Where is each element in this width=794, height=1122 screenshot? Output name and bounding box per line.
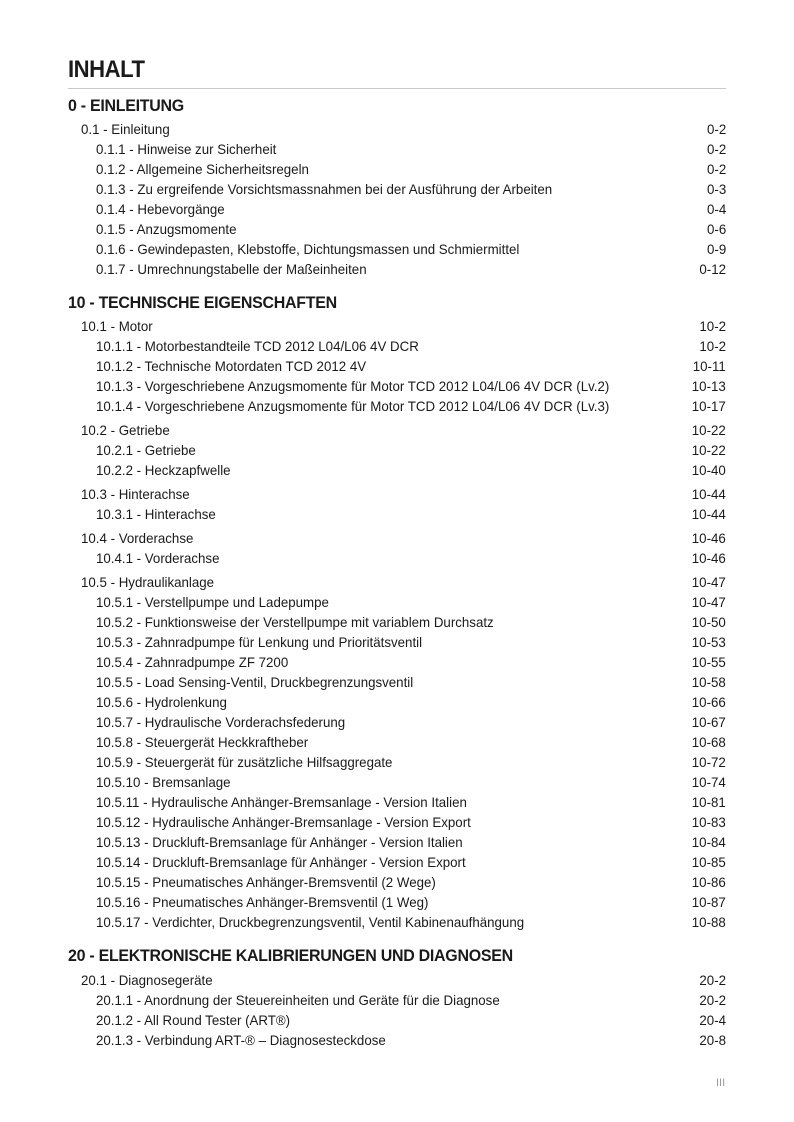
toc-entry-label: 10.2 - Getriebe: [81, 422, 170, 438]
toc-entry-label: 0.1.4 - Hebevorgänge: [96, 201, 225, 217]
toc-chapter-entry[interactable]: [0, 317, 726, 335]
toc-entry-page: 0-4: [706, 201, 726, 217]
toc-entry-page: 10-88: [691, 914, 726, 930]
toc-subsection-entry[interactable]: [0, 1011, 726, 1029]
toc-entry-page: 10-2: [699, 318, 726, 334]
toc-entry-label: 10.5.6 - Hydrolenkung: [96, 694, 227, 710]
toc-subsection-entry[interactable]: [0, 853, 726, 871]
toc-subsection-entry[interactable]: [0, 441, 726, 459]
title-divider: [68, 88, 726, 89]
toc-subsection-entry[interactable]: [0, 140, 726, 158]
toc-entry-page: 10-85: [691, 854, 726, 870]
toc-subsection-entry[interactable]: [0, 240, 726, 258]
toc-entry-page: 0-9: [706, 241, 726, 257]
toc-subsection-entry[interactable]: [0, 673, 726, 691]
toc-entry-label: 10.1.1 - Motorbestandteile TCD 2012 L04/L06 4V DCR: [96, 338, 419, 354]
toc-entry-page: 20-2: [699, 972, 726, 988]
toc-entry-label: 10.1.2 - Technische Motordaten TCD 2012 4V: [96, 358, 367, 374]
toc-subsection-entry[interactable]: [0, 377, 726, 395]
toc-entry-page: 10-17: [691, 398, 726, 414]
toc-entry-label: 0.1 - Einleitung: [81, 121, 170, 137]
toc-entry-page: 10-67: [691, 714, 726, 730]
toc-entry-page: 10-13: [691, 378, 726, 394]
toc-subsection-entry[interactable]: [0, 1031, 726, 1049]
toc-entry-page: 10-72: [691, 754, 726, 770]
toc-entry-label: 20.1.3 - Verbindung ART-® – Diagnosesteckdose: [96, 1032, 386, 1048]
toc-entry-page: 10-53: [691, 634, 726, 650]
toc-subsection-entry[interactable]: [0, 733, 726, 751]
toc-entry-page: 10-55: [691, 654, 726, 670]
toc-entry-page: 10-2: [699, 338, 726, 354]
toc-entry-page: 10-50: [691, 614, 726, 630]
toc-chapter-entry[interactable]: [0, 529, 726, 547]
toc-entry-label: 10.4 - Vorderachse: [81, 530, 194, 546]
toc-subsection-entry[interactable]: [0, 220, 726, 238]
toc-entry-label: 10.5.15 - Pneumatisches Anhänger-Bremsventil (2 Wege): [96, 874, 436, 890]
toc-subsection-entry[interactable]: [0, 833, 726, 851]
toc-subsection-entry[interactable]: [0, 991, 726, 1009]
toc-entry-page: 0-2: [706, 141, 726, 157]
section-heading: 20 - ELEKTRONISCHE KALIBRIERUNGEN UND DIAGNOSEN: [68, 946, 513, 965]
toc-entry-page: 10-83: [691, 814, 726, 830]
toc-entry-page: 10-87: [691, 894, 726, 910]
toc-entry-label: 20.1 - Diagnosegeräte: [81, 972, 213, 988]
toc-subsection-entry[interactable]: [0, 337, 726, 355]
toc-subsection-entry[interactable]: [0, 180, 726, 198]
toc-entry-label: 10.1.3 - Vorgeschriebene Anzugsmomente für Motor TCD 2012 L04/L06 4V DCR (Lv.2): [96, 378, 610, 394]
toc-entry-page: 10-46: [691, 530, 726, 546]
toc-entry-label: 10.2.1 - Getriebe: [96, 442, 196, 458]
toc-entry-label: 10.5.8 - Steuergerät Heckkraftheber: [96, 734, 309, 750]
toc-entry-page: 0-2: [706, 161, 726, 177]
toc-entry-label: 0.1.3 - Zu ergreifende Vorsichtsmassnahmen bei der Ausführung der Arbeiten: [96, 181, 553, 197]
toc-entry-page: 10-44: [691, 486, 726, 502]
toc-entry-page: 10-86: [691, 874, 726, 890]
section-heading: 10 - TECHNISCHE EIGENSCHAFTEN: [68, 293, 337, 312]
toc-subsection-entry[interactable]: [0, 505, 726, 523]
toc-entry-page: 10-74: [691, 774, 726, 790]
page-number: III: [716, 1077, 726, 1089]
toc-entry-label: 10.5.2 - Funktionsweise der Verstellpumpe mit variablem Durchsatz: [96, 614, 494, 630]
toc-entry-label: 0.1.2 - Allgemeine Sicherheitsregeln: [96, 161, 309, 177]
toc-entry-page: 10-40: [691, 462, 726, 478]
toc-entry-label: 10.5.1 - Verstellpumpe und Ladepumpe: [96, 594, 329, 610]
toc-entry-page: 10-11: [692, 358, 726, 374]
toc-entry-page: 10-44: [691, 506, 726, 522]
toc-subsection-entry[interactable]: [0, 461, 726, 479]
toc-entry-label: 10.5.11 - Hydraulische Anhänger-Bremsanlage - Version Italien: [96, 794, 467, 810]
toc-entry-page: 20-4: [699, 1012, 726, 1028]
toc-subsection-entry[interactable]: [0, 873, 726, 891]
toc-subsection-entry[interactable]: [0, 693, 726, 711]
toc-subsection-entry[interactable]: [0, 813, 726, 831]
toc-subsection-entry[interactable]: [0, 397, 726, 415]
toc-entry-page: 10-58: [691, 674, 726, 690]
section-heading: 0 - EINLEITUNG: [68, 96, 184, 115]
toc-entry-label: 10.5.13 - Druckluft-Bremsanlage für Anhänger - Version Italien: [96, 834, 463, 850]
toc-chapter-entry[interactable]: [0, 573, 726, 591]
toc-entry-label: 10.5.17 - Verdichter, Druckbegrenzungsventil, Ventil Kabinenaufhängung: [96, 914, 525, 930]
toc-entry-label: 10.5.9 - Steuergerät für zusätzliche Hilfsaggregate: [96, 754, 393, 770]
toc-entry-page: 10-22: [691, 442, 726, 458]
toc-subsection-entry[interactable]: [0, 773, 726, 791]
toc-entry-label: 10.1.4 - Vorgeschriebene Anzugsmomente für Motor TCD 2012 L04/L06 4V DCR (Lv.3): [96, 398, 610, 414]
toc-subsection-entry[interactable]: [0, 200, 726, 218]
toc-subsection-entry[interactable]: [0, 549, 726, 567]
toc-entry-label: 10.5.12 - Hydraulische Anhänger-Bremsanlage - Version Export: [96, 814, 471, 830]
page-title: INHALT: [68, 56, 145, 83]
toc-entry-page: 10-68: [691, 734, 726, 750]
toc-subsection-entry[interactable]: [0, 593, 726, 611]
toc-chapter-entry[interactable]: [0, 120, 726, 138]
toc-subsection-entry[interactable]: [0, 260, 726, 278]
toc-entry-label: 10.5.16 - Pneumatisches Anhänger-Bremsventil (1 Weg): [96, 894, 429, 910]
toc-entry-label: 10.3.1 - Hinterachse: [96, 506, 216, 522]
toc-subsection-entry[interactable]: [0, 893, 726, 911]
toc-entry-label: 10.2.2 - Heckzapfwelle: [96, 462, 231, 478]
toc-entry-page: 20-8: [699, 1032, 726, 1048]
toc-entry-label: 10.5.14 - Druckluft-Bremsanlage für Anhänger - Version Export: [96, 854, 466, 870]
toc-entry-page: 0-12: [699, 261, 726, 277]
toc-entry-label: 0.1.6 - Gewindepasten, Klebstoffe, Dichtungsmassen und Schmiermittel: [96, 241, 520, 257]
toc-subsection-entry[interactable]: [0, 357, 726, 375]
toc-chapter-entry[interactable]: [0, 971, 726, 989]
toc-entry-label: 0.1.7 - Umrechnungstabelle der Maßeinheiten: [96, 261, 367, 277]
toc-entry-page: 0-3: [706, 181, 726, 197]
toc-entry-page: 0-6: [706, 221, 726, 237]
toc-subsection-entry[interactable]: [0, 713, 726, 731]
toc-chapter-entry[interactable]: [0, 421, 726, 439]
toc-subsection-entry[interactable]: [0, 613, 726, 631]
toc-entry-label: 10.5.7 - Hydraulische Vorderachsfederung: [96, 714, 346, 730]
toc-entry-page: 10-66: [691, 694, 726, 710]
toc-entry-label: 10.5.4 - Zahnradpumpe ZF 7200: [96, 654, 289, 670]
toc-entry-label: 0.1.5 - Anzugsmomente: [96, 221, 237, 237]
toc-entry-label: 10.5.5 - Load Sensing-Ventil, Druckbegrenzungsventil: [96, 674, 414, 690]
toc-entry-page: 10-81: [691, 794, 726, 810]
toc-entry-page: 10-47: [691, 574, 726, 590]
toc-chapter-entry[interactable]: [0, 485, 726, 503]
toc-entry-page: 20-2: [699, 992, 726, 1008]
toc-subsection-entry[interactable]: [0, 653, 726, 671]
toc-subsection-entry[interactable]: [0, 160, 726, 178]
toc-entry-page: 10-47: [691, 594, 726, 610]
toc-entry-page: 10-46: [691, 550, 726, 566]
toc-subsection-entry[interactable]: [0, 753, 726, 771]
toc-entry-label: 10.5.3 - Zahnradpumpe für Lenkung und Prioritätsventil: [96, 634, 423, 650]
toc-entry-page: 10-84: [691, 834, 726, 850]
toc-entry-page: 10-22: [691, 422, 726, 438]
toc-entry-label: 10.1 - Motor: [81, 318, 153, 334]
toc-entry-label: 10.3 - Hinterachse: [81, 486, 190, 502]
toc-entry-label: 0.1.1 - Hinweise zur Sicherheit: [96, 141, 277, 157]
toc-subsection-entry[interactable]: [0, 913, 726, 931]
toc-entry-page: 0-2: [706, 121, 726, 137]
toc-subsection-entry[interactable]: [0, 633, 726, 651]
toc-entry-label: 20.1.2 - All Round Tester (ART®): [96, 1012, 291, 1028]
toc-subsection-entry[interactable]: [0, 793, 726, 811]
toc-entry-label: 10.4.1 - Vorderachse: [96, 550, 220, 566]
toc-entry-label: 10.5.10 - Bremsanlage: [96, 774, 231, 790]
toc-entry-label: 20.1.1 - Anordnung der Steuereinheiten und Geräte für die Diagnose: [96, 992, 500, 1008]
toc-entry-label: 10.5 - Hydraulikanlage: [81, 574, 215, 590]
